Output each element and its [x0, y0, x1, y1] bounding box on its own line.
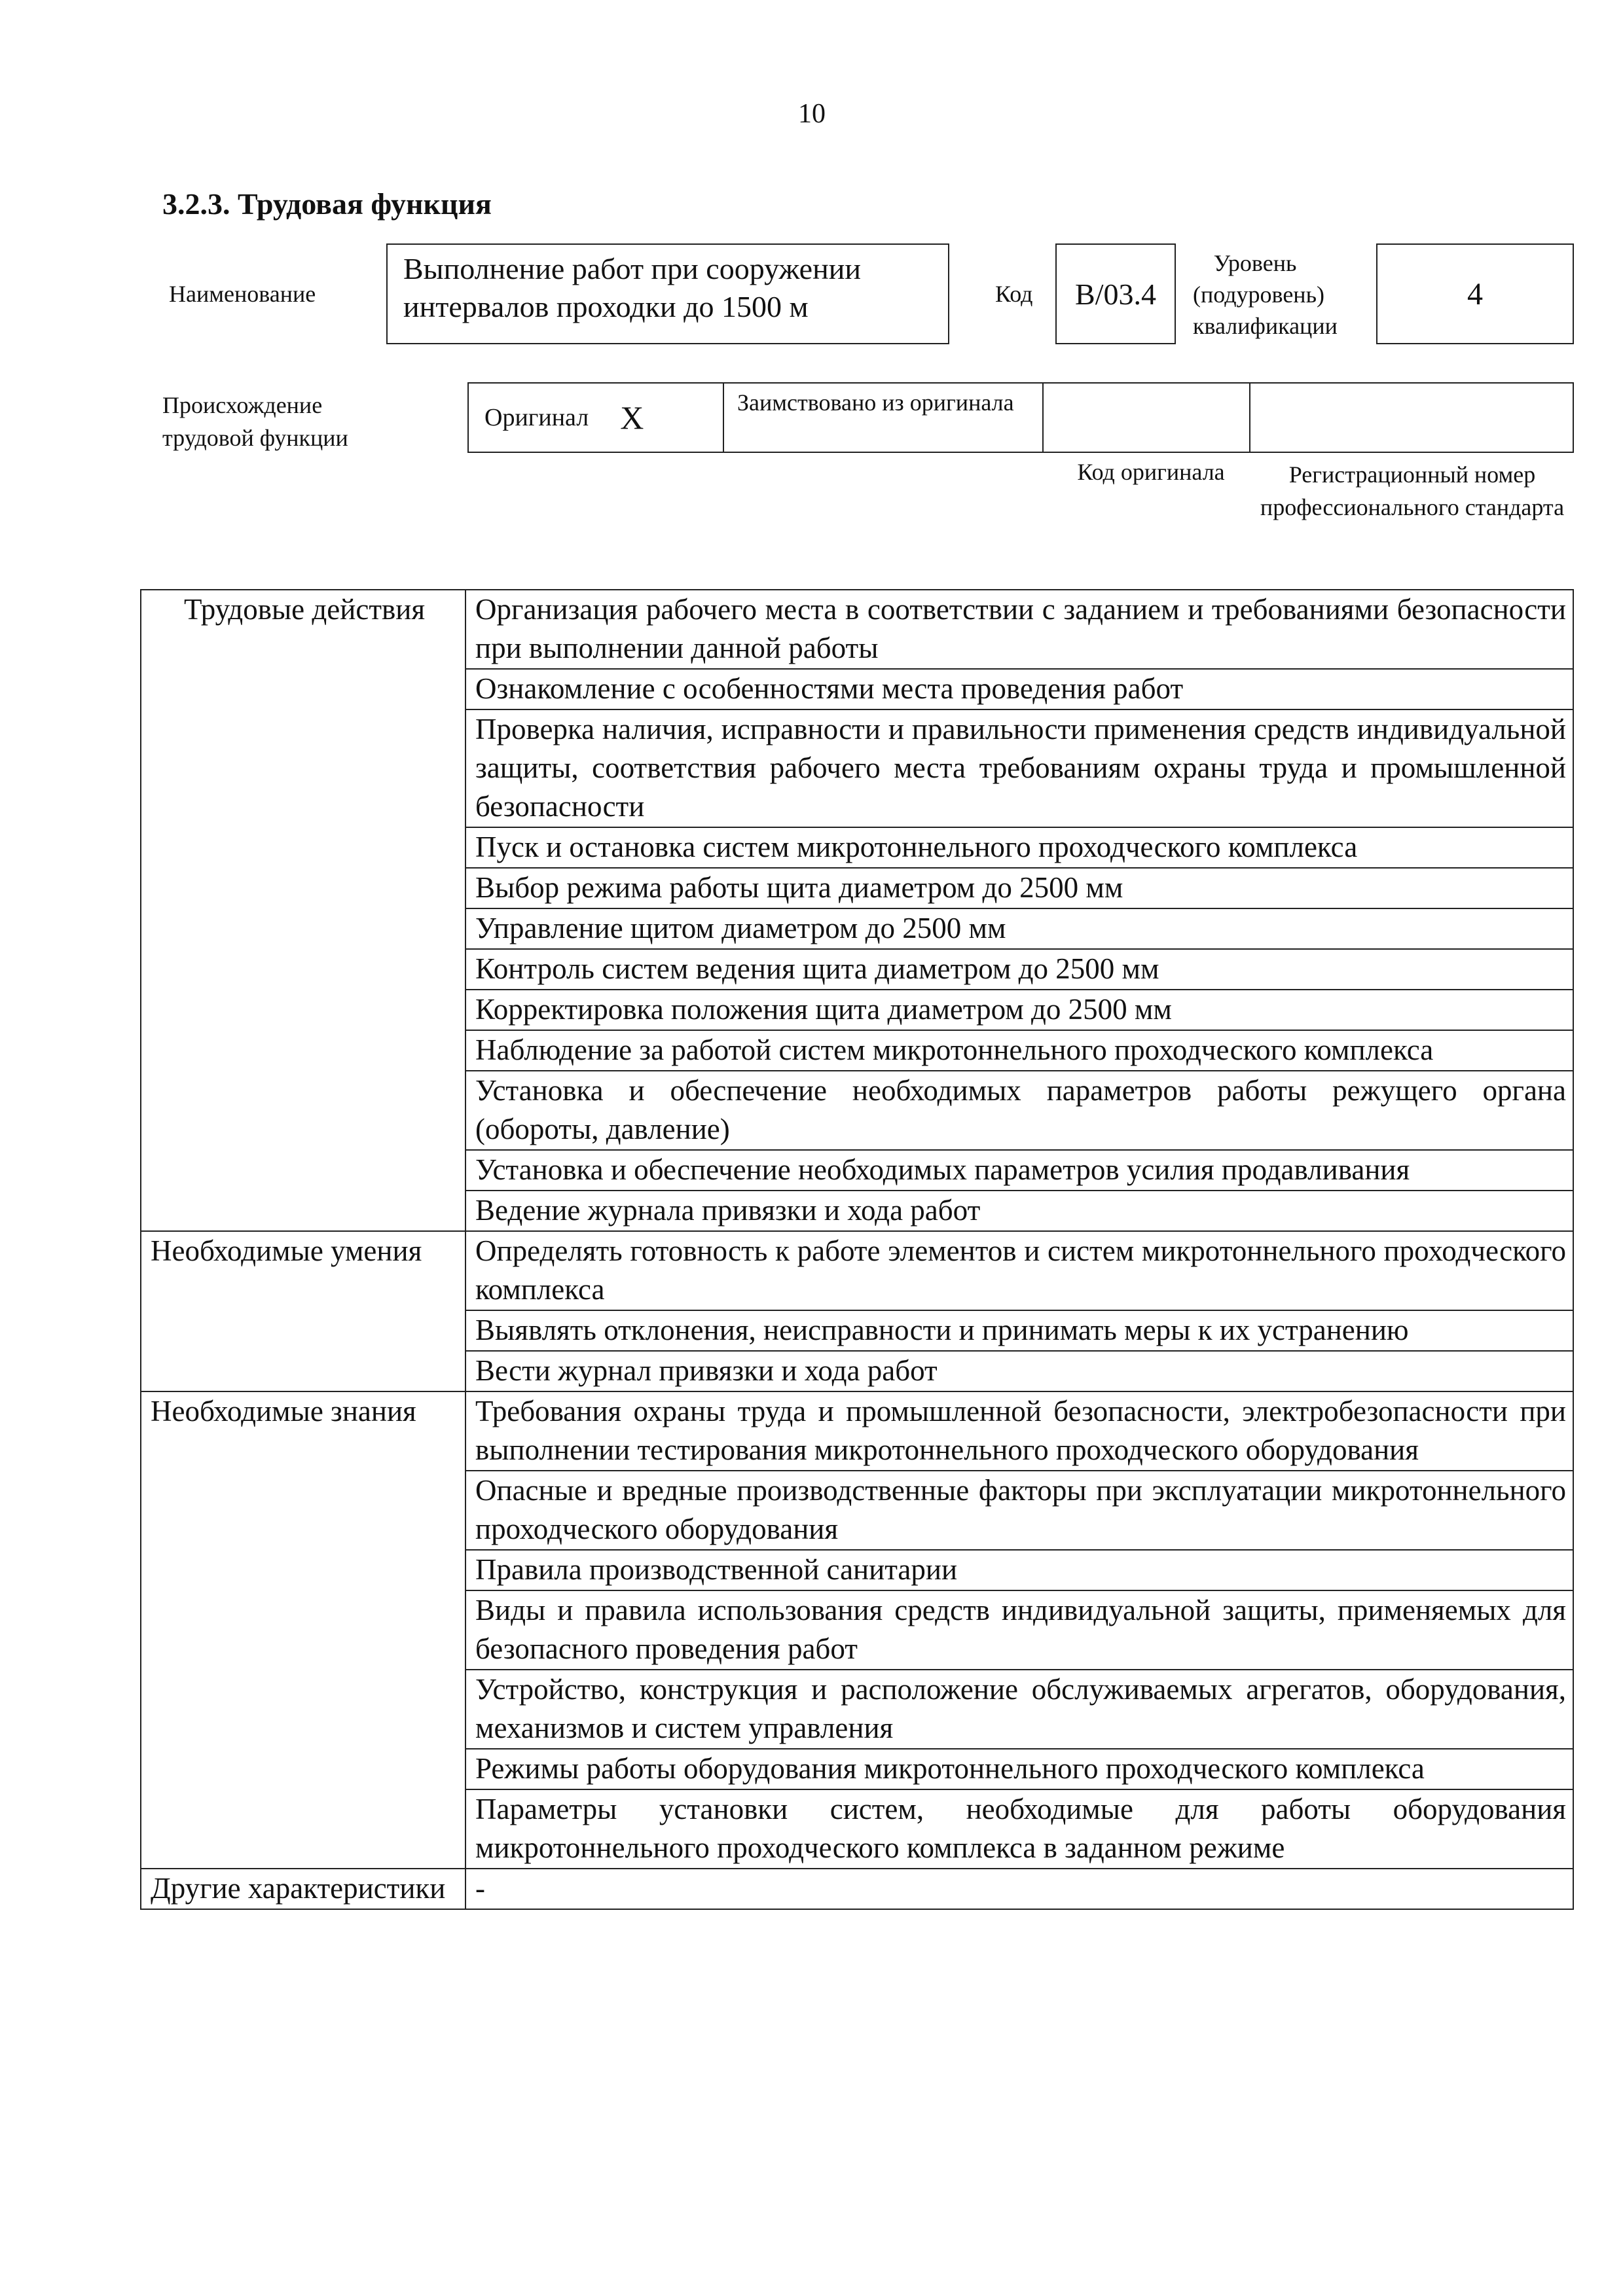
skill-item: Выявлять отклонения, неисправности и принимать меры к их устранению	[465, 1310, 1573, 1351]
table-row	[141, 1869, 1573, 1909]
origin-original-cell	[469, 384, 724, 452]
table-row	[141, 590, 1573, 669]
action-item: Ознакомление с особенностями места проведения работ	[465, 669, 1573, 709]
origin-table	[467, 382, 1574, 453]
code-label: Код	[995, 281, 1033, 307]
action-item: Проверка наличия, исправности и правильности применения средств индивидуальной защиты, соответствия рабочего места требованиям охраны труда и промышленной безопасности	[465, 709, 1573, 827]
skill-item: Определять готовность к работе элементов и систем микротоннельного проходческого комплекса	[465, 1231, 1573, 1310]
origin-borrowed-cell: Заимствовано из оригинала	[724, 384, 1044, 452]
knowledge-item: Требования охраны труда и промышленной безопасности, электробезопасности при выполнении тестирования микротоннельного проходческого оборудования	[465, 1391, 1573, 1471]
name-label: Наименование	[169, 281, 316, 307]
origin-label: Происхождение трудовой функции	[162, 392, 348, 451]
page-number: 10	[798, 99, 826, 129]
function-name-box: Выполнение работ при сооружении интервалов проходки до 1500 м	[386, 243, 949, 344]
origin-reg-cell	[1250, 384, 1573, 452]
action-item: Пуск и остановка систем микротоннельного проходческого комплекса	[465, 827, 1573, 868]
knowledge-item: Правила производственной санитарии	[465, 1550, 1573, 1590]
actions-label: Трудовые действия	[141, 590, 465, 1231]
action-item: Выбор режима работы щита диаметром до 2500 мм	[465, 868, 1573, 908]
action-item: Управление щитом диаметром до 2500 мм	[465, 908, 1573, 949]
knowledge-label: Необходимые знания	[141, 1391, 465, 1869]
original-mark: X	[620, 399, 644, 436]
level-box: 4	[1376, 243, 1574, 344]
knowledge-item: Опасные и вредные производственные факторы при эксплуатации микротоннельного проходческого оборудования	[465, 1471, 1573, 1550]
other-value: -	[465, 1869, 1573, 1909]
skill-item: Вести журнал привязки и хода работ	[465, 1351, 1573, 1391]
knowledge-item: Режимы работы оборудования микротоннельного проходческого комплекса	[465, 1749, 1573, 1789]
table-row	[141, 1391, 1573, 1471]
action-item: Организация рабочего места в соответствии с заданием и требованиями безопасности при выполнении данной работы	[465, 590, 1573, 669]
knowledge-item: Параметры установки систем, необходимые для работы оборудования микротоннельного проходческого комплекса в заданном режиме	[465, 1789, 1573, 1869]
original-label: Оригинал	[484, 404, 589, 431]
registration-number-caption: Регистрационный номер профессионального стандарта	[1260, 461, 1565, 520]
action-item: Контроль систем ведения щита диаметром до 2500 мм	[465, 949, 1573, 990]
action-item: Установка и обеспечение необходимых параметров работы режущего органа (обороты, давление)	[465, 1071, 1573, 1150]
function-details-table	[140, 589, 1574, 1910]
action-item: Наблюдение за работой систем микротоннельного проходческого комплекса	[465, 1030, 1573, 1071]
origin-code-cell	[1044, 384, 1250, 452]
original-code-caption: Код оригинала	[1077, 459, 1225, 485]
code-box: В/03.4	[1055, 243, 1176, 344]
action-item: Ведение журнала привязки и хода работ	[465, 1191, 1573, 1231]
knowledge-item: Устройство, конструкция и расположение обслуживаемых агрегатов, оборудования, механизмов и систем управления	[465, 1670, 1573, 1749]
section-title: 3.2.3. Трудовая функция	[162, 187, 492, 221]
knowledge-item: Виды и правила использования средств индивидуальной защиты, применяемых для безопасного проведения работ	[465, 1590, 1573, 1670]
action-item: Корректировка положения щита диаметром до 2500 мм	[465, 990, 1573, 1030]
other-label: Другие характеристики	[141, 1869, 465, 1909]
action-item: Установка и обеспечение необходимых параметров усилия продавливания	[465, 1150, 1573, 1191]
skills-label: Необходимые умения	[141, 1231, 465, 1391]
table-row	[141, 1231, 1573, 1310]
level-label: Уровень (подуровень) квалификации	[1193, 250, 1338, 339]
